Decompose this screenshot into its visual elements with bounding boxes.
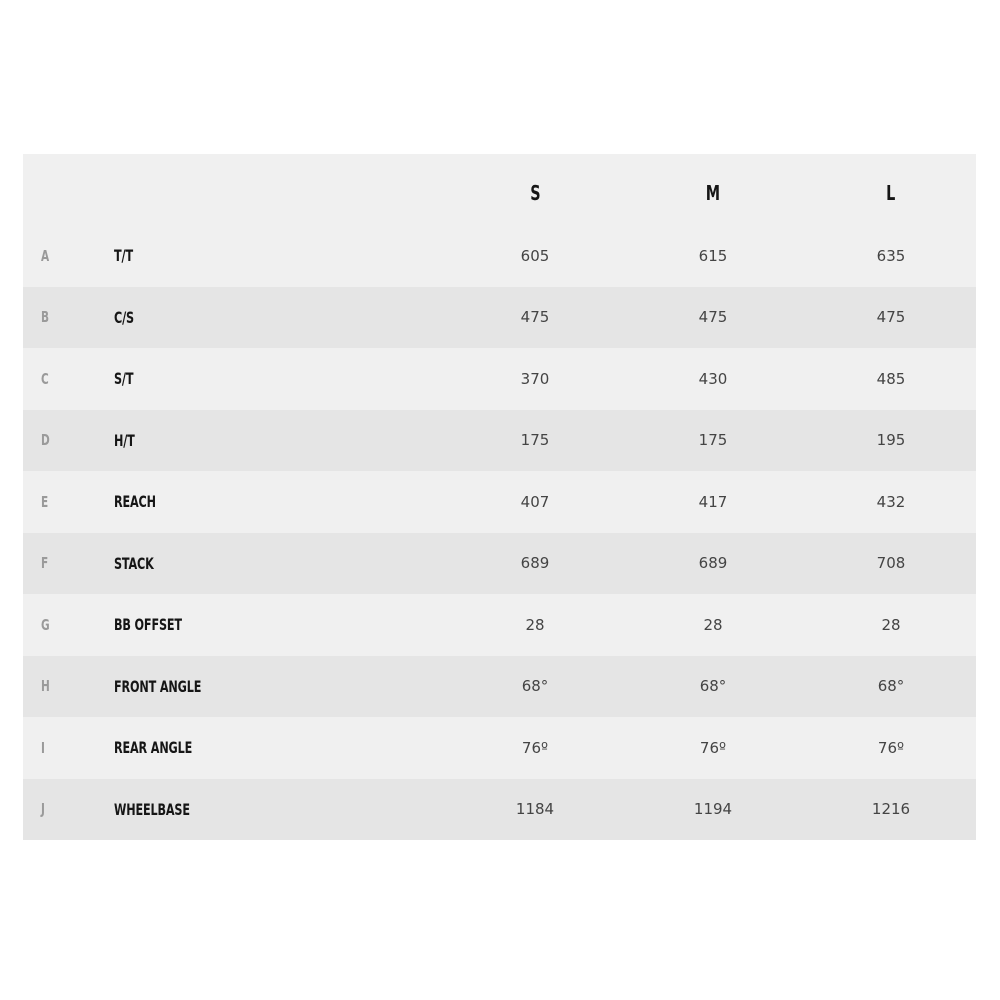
table-row <box>23 533 976 595</box>
row-letter: C <box>41 369 49 388</box>
value-l: 485 <box>876 369 906 388</box>
table-row <box>23 717 976 779</box>
value-m: 689 <box>698 554 728 573</box>
size-header-s: S <box>529 180 541 205</box>
row-label: FRONT ANGLE <box>114 676 202 696</box>
value-l: 28 <box>881 615 901 634</box>
value-l: 76º <box>877 738 905 757</box>
value-m: 1194 <box>693 800 733 819</box>
value-l: 1216 <box>871 800 911 819</box>
row-letter: G <box>41 615 50 634</box>
row-label: REACH <box>114 492 156 512</box>
table-row <box>23 471 976 533</box>
value-l: 635 <box>876 246 906 265</box>
row-label: C/S <box>114 307 134 327</box>
table-row <box>23 410 976 472</box>
row-label: WHEELBASE <box>114 799 190 819</box>
value-m: 430 <box>698 369 728 388</box>
value-l: 475 <box>876 308 906 327</box>
row-label: H/T <box>114 430 135 450</box>
row-label: BB OFFSET <box>114 615 182 635</box>
row-label: REAR ANGLE <box>114 738 193 758</box>
value-l: 195 <box>876 431 906 450</box>
row-letter: J <box>41 800 45 819</box>
table-row <box>23 225 976 287</box>
value-s: 28 <box>525 615 545 634</box>
value-m: 417 <box>698 492 728 511</box>
table-row <box>23 656 976 718</box>
value-m: 76º <box>699 738 727 757</box>
value-l: 708 <box>876 554 906 573</box>
row-letter: H <box>41 677 50 696</box>
value-s: 407 <box>520 492 550 511</box>
value-l: 68° <box>877 677 905 696</box>
value-s: 689 <box>520 554 550 573</box>
value-m: 175 <box>698 431 728 450</box>
value-s: 475 <box>520 308 550 327</box>
table-row <box>23 348 976 410</box>
row-letter: F <box>41 554 49 573</box>
value-s: 68° <box>521 677 549 696</box>
table-row <box>23 287 976 349</box>
row-label: T/T <box>114 246 133 266</box>
size-header-l: L <box>886 180 896 205</box>
value-s: 370 <box>520 369 550 388</box>
value-l: 432 <box>876 492 906 511</box>
value-m: 68° <box>699 677 727 696</box>
table-header-row <box>23 154 976 225</box>
size-header-m: M <box>705 180 721 205</box>
table-row <box>23 594 976 656</box>
value-m: 28 <box>703 615 723 634</box>
row-letter: D <box>41 431 50 450</box>
row-label: STACK <box>114 553 154 573</box>
row-letter: E <box>41 492 49 511</box>
row-letter: B <box>41 308 50 327</box>
row-letter: I <box>41 738 45 757</box>
value-s: 1184 <box>515 800 555 819</box>
value-s: 605 <box>520 246 550 265</box>
value-m: 475 <box>698 308 728 327</box>
value-m: 615 <box>698 246 728 265</box>
value-s: 175 <box>520 431 550 450</box>
row-label: S/T <box>114 369 134 389</box>
table-row <box>23 779 976 841</box>
value-s: 76º <box>521 738 549 757</box>
row-letter: A <box>41 246 50 265</box>
geometry-table <box>23 154 976 840</box>
